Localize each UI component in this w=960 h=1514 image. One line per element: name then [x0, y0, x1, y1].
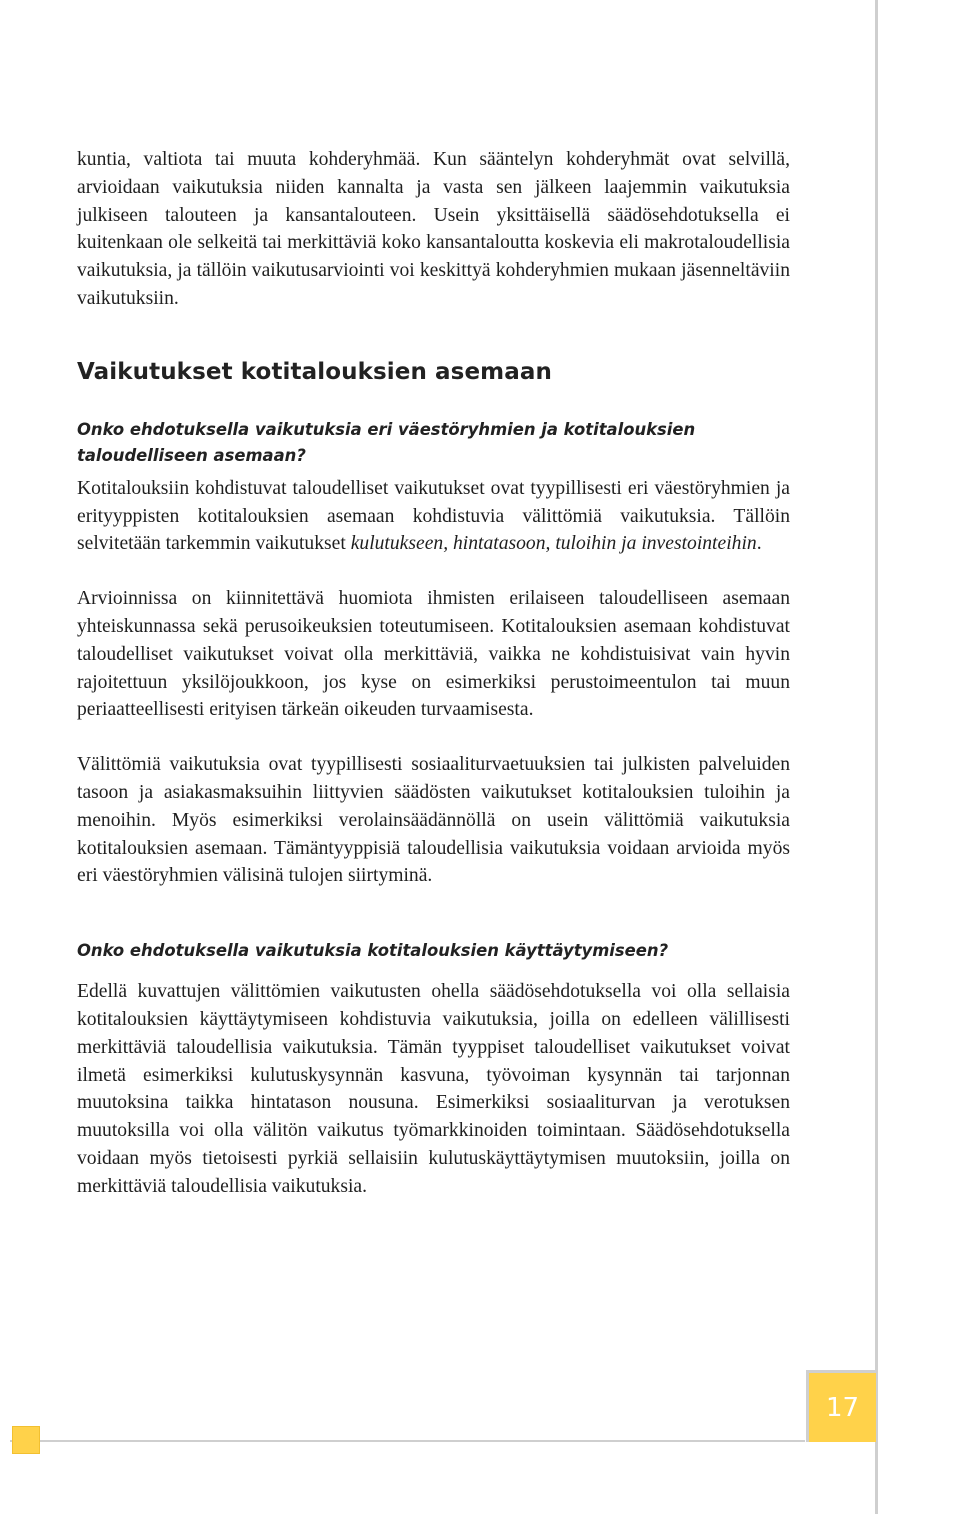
paragraph-1-end: .: [756, 533, 762, 555]
paragraph-1-start: Kotitalouksiin kohdistuvat taloudelliset vaikutukset ovat tyypillisesti eri väestöryhmien ja erityyppisten kotitalouksien asemaan kohdistuvia välittömiä vaikutuksia. Tällöin selvitetään tarkemmin vaikutukset: [77, 477, 790, 555]
right-margin-rule: [875, 0, 878, 1514]
question-heading-1: Onko ehdotuksella vaikutuksia eri väestöryhmien ja kotitalouksien taloudelliseen asemaan?: [77, 419, 696, 465]
paragraph-2: Arvioinnissa on kiinnitettävä huomiota ihmisten erilaiseen taloudelliseen asemaan yhteiskunnassa sekä perusoikeuksien toteutumiseen. Kotitalouksien asemaan kohdistuvat taloudelliset vaikutukset voivat olla merkittäviä, vaikka ne kohdistuisivat vain hyvin rajoitettuun yksilöjoukkoon, jos kyse on esimerkiksi perustoimeentulon tai muun periaatteellisesti erityisen tärkeän oikeuden turvaamisesta.: [77, 588, 790, 721]
question-heading-2: Onko ehdotuksella vaikutuksia kotitalouksien käyttäytymiseen?: [77, 941, 669, 961]
paragraph-4: Edellä kuvattujen välittömien vaikutusten ohella säädösehdotuksella voi olla sellaisia kotitalouksien käyttäytymiseen kohdistuvia vaikutuksia, joilla on edelleen välillisesti merkittäviä taloudellisia vaikutuksia. Tämän tyyppiset taloudelliset vaikutukset voivat ilmetä esimerkiksi kulutuskysynnän kasvuna, työvoiman kysynnän tai tarjonnan muutoksina taikka hintatason nousuna. Esimerkiksi sosiaaliturvan ja verotuksen muutoksilla voi olla välitön vaikutus työmarkkinoiden toimintaan. Säädösehdotuksella voidaan myös tietoisesti pyrkiä sellaisiin kulutuskäyttäytymisen muutoksiin, joilla on merkittäviä taloudellisia vaikutuksia.: [77, 981, 790, 1197]
page-number: 17: [806, 1370, 876, 1442]
paragraph-1-emphasis: kulutukseen, hintatasoon, tuloihin ja investointeihin: [350, 533, 757, 555]
intro-paragraph: kuntia, valtiota tai muuta kohderyhmää. Kun sääntelyn kohderyhmät ovat selvillä, arvioidaan vaikutuksia niiden kannalta ja vasta sen jälkeen laajemmin vaikutuksia julkiseen talouteen ja kansantalouteen. Usein yksittäisellä säädösehdotuksella ei kuitenkaan ole selkeitä tai merkittäviä koko kansantaloutta koskevia eli makrotaloudellisia vaikutuksia, ja tällöin vaikutusarviointi voi keskittyä kohderyhmien mukaan jäsenneltäviin vaikutuksiin.: [77, 149, 790, 309]
corner-accent-square: [12, 1426, 40, 1454]
page-content: [77, 146, 790, 1201]
bottom-margin-rule: [10, 1440, 805, 1442]
paragraph-1: [77, 475, 790, 558]
paragraph-3: Välittömiä vaikutuksia ovat tyypillisesti sosiaaliturvaetuuksien tai julkisten palveluiden tasoon ja asiakasmaksuihin liittyvien säädösten vaikutukset kotitalouksien tuloihin ja menoihin. Myös esimerkiksi verolainsäädännöllä on usein välittömiä vaikutuksia kotitalouksien asemaan. Tämäntyyppisiä taloudellisia vaikutuksia voidaan arvioida myös eri väestöryhmien välisinä tulojen siirtyminä.: [77, 754, 790, 887]
section-heading: Vaikutukset kotitalouksien asemaan: [77, 358, 552, 385]
